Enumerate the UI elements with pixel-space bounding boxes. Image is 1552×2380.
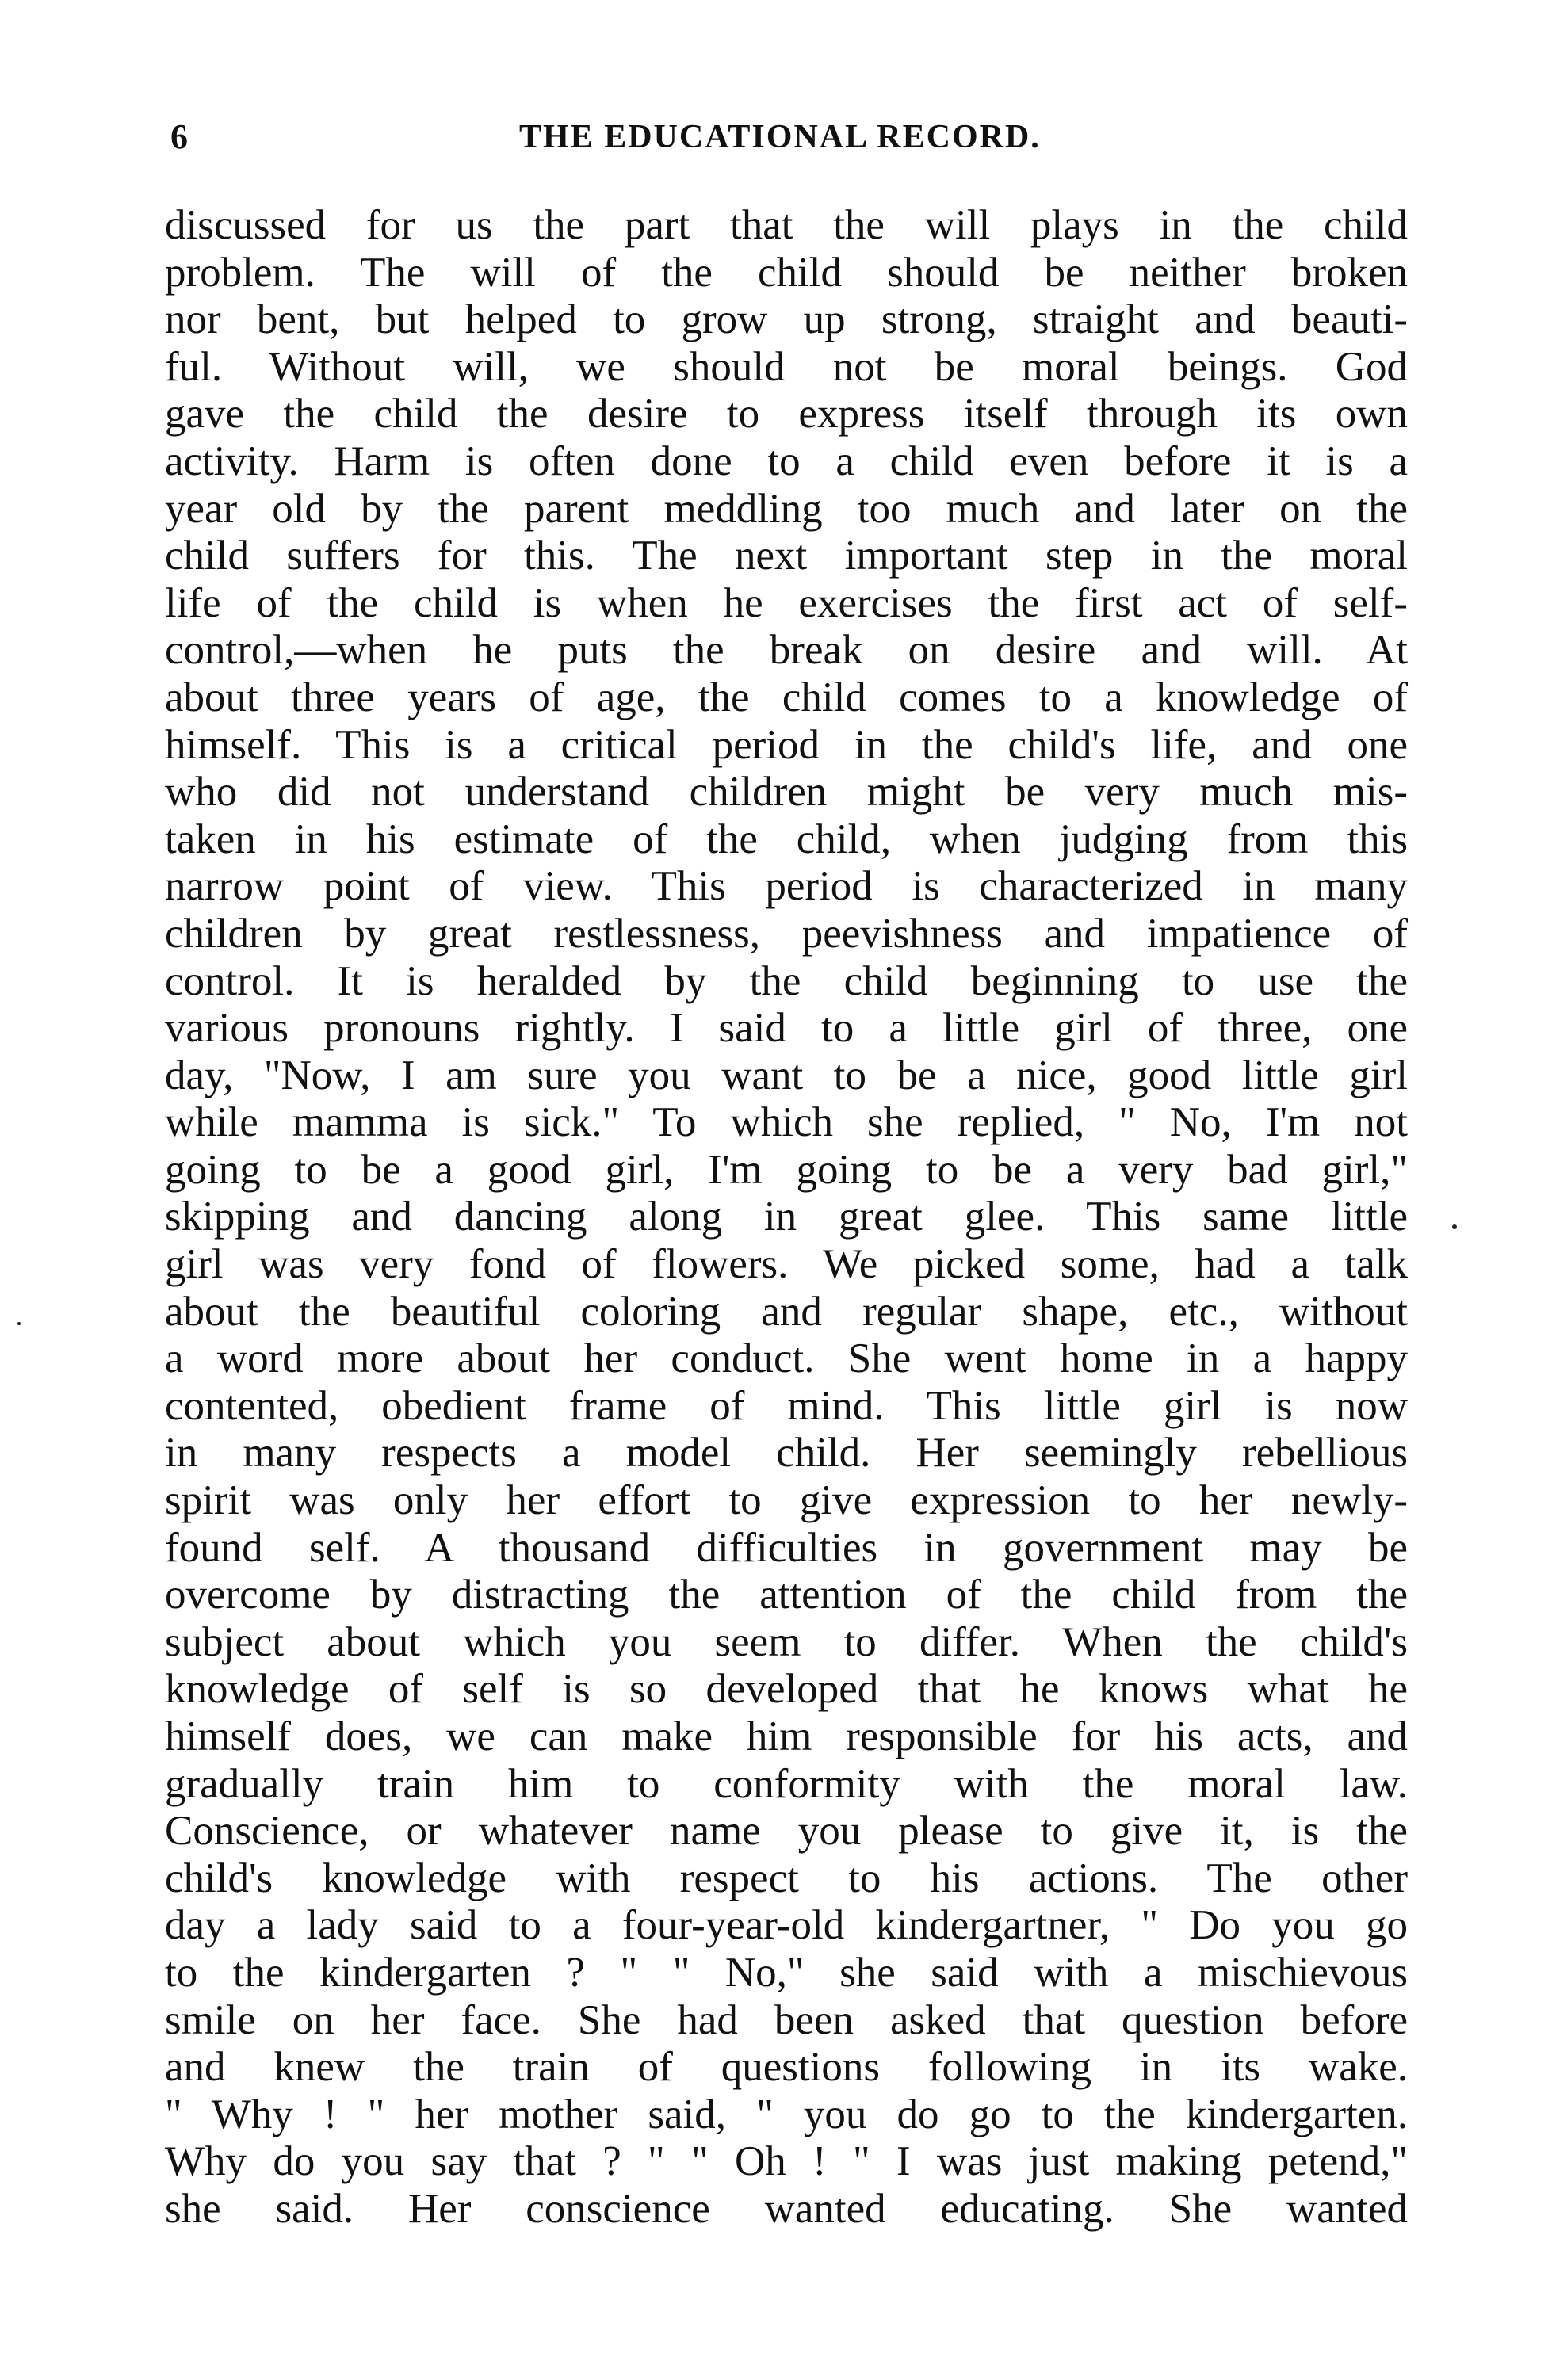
text-line: contented, obedient frame of mind. This little girl is now: [165, 1382, 1408, 1429]
text-line: subject about which you seem to differ. When the child's: [165, 1618, 1408, 1665]
text-line: day, "Now, I am sure you want to be a nice, good little girl: [165, 1052, 1408, 1098]
text-line: found self. A thousand difficulties in government may be: [165, 1524, 1408, 1571]
text-line: who did not understand children might be very much mis-: [165, 769, 1408, 816]
text-line: skipping and dancing along in great glee. This same little: [165, 1194, 1408, 1240]
text-line: activity. Harm is often done to a child even before it is a: [165, 437, 1408, 484]
text-line: nor bent, but helped to grow up strong, straight and beauti-: [165, 296, 1408, 343]
text-line: " Why ! " her mother said, " you do go to the kindergarten.: [165, 2091, 1408, 2137]
page-number: 6: [170, 117, 188, 156]
text-line: himself. This is a critical period in the child's life, and one: [165, 721, 1408, 768]
text-line: child suffers for this. The next important step in the moral: [165, 533, 1408, 579]
text-line: knowledge of self is so developed that he knows what he: [165, 1666, 1408, 1713]
text-line: gave the child the desire to express itself through its own: [165, 391, 1408, 437]
text-line: about the beautiful coloring and regular shape, etc., without: [165, 1288, 1408, 1335]
text-line: control. It is heralded by the child beginning to use the: [165, 957, 1408, 1004]
text-line: Conscience, or whatever name you please to give it, is the: [165, 1808, 1408, 1855]
text-line: life of the child is when he exercises the first act of self-: [165, 579, 1408, 626]
text-line: problem. The will of the child should be neither broken: [165, 249, 1408, 296]
running-head: [170, 109, 1407, 165]
text-line: going to be a good girl, I'm going to be a very bad girl,": [165, 1146, 1408, 1193]
text-line: smile on her face. She had been asked that question before: [165, 1996, 1408, 2043]
text-line: spirit was only her effort to give expression to her newly-: [165, 1477, 1408, 1524]
text-line: about three years of age, the child comes to a knowledge of: [165, 674, 1408, 720]
text-line: control,—when he puts the break on desire and will. At: [165, 627, 1408, 674]
text-line: narrow point of view. This period is characterized in many: [165, 863, 1408, 910]
ink-speck: [1452, 1224, 1457, 1229]
text-line: day a lady said to a four-year-old kindergartner, " Do you go: [165, 1902, 1408, 1949]
text-line: Why do you say that ? " " Oh ! " I was just making petend,": [165, 2138, 1408, 2185]
text-line: discussed for us the part that the will plays in the child: [165, 202, 1408, 248]
text-line: a word more about her conduct. She went home in a happy: [165, 1335, 1408, 1382]
ink-speck: [17, 1322, 21, 1325]
text-line: and knew the train of questions following in its wake.: [165, 2044, 1408, 2091]
text-line: ful. Without will, we should not be moral beings. God: [165, 343, 1408, 390]
text-line: year old by the parent meddling too much and later on the: [165, 485, 1408, 532]
body-text: [165, 202, 1408, 2233]
text-line: various pronouns rightly. I said to a little girl of three, one: [165, 1005, 1408, 1052]
text-line: overcome by distracting the attention of the child from the: [165, 1572, 1408, 1618]
text-line: child's knowledge with respect to his actions. The other: [165, 1855, 1408, 1901]
journal-title: THE EDUCATIONAL RECORD.: [519, 119, 1041, 155]
text-line: children by great restlessness, peevishness and impatience of: [165, 910, 1408, 957]
text-line: in many respects a model child. Her seemingly rebellious: [165, 1430, 1408, 1477]
text-line: girl was very fond of flowers. We picked some, had a talk: [165, 1241, 1408, 1288]
text-line: to the kindergarten ? " " No," she said with a mischievous: [165, 1949, 1408, 1996]
text-line: she said. Her conscience wanted educating. She wanted: [165, 2185, 1408, 2232]
text-line: while mamma is sick." To which she replied, " No, I'm not: [165, 1099, 1408, 1146]
text-line: himself does, we can make him responsible for his acts, and: [165, 1713, 1408, 1759]
text-line: gradually train him to conformity with the moral law.: [165, 1760, 1408, 1807]
text-line: taken in his estimate of the child, when judging from this: [165, 816, 1408, 862]
